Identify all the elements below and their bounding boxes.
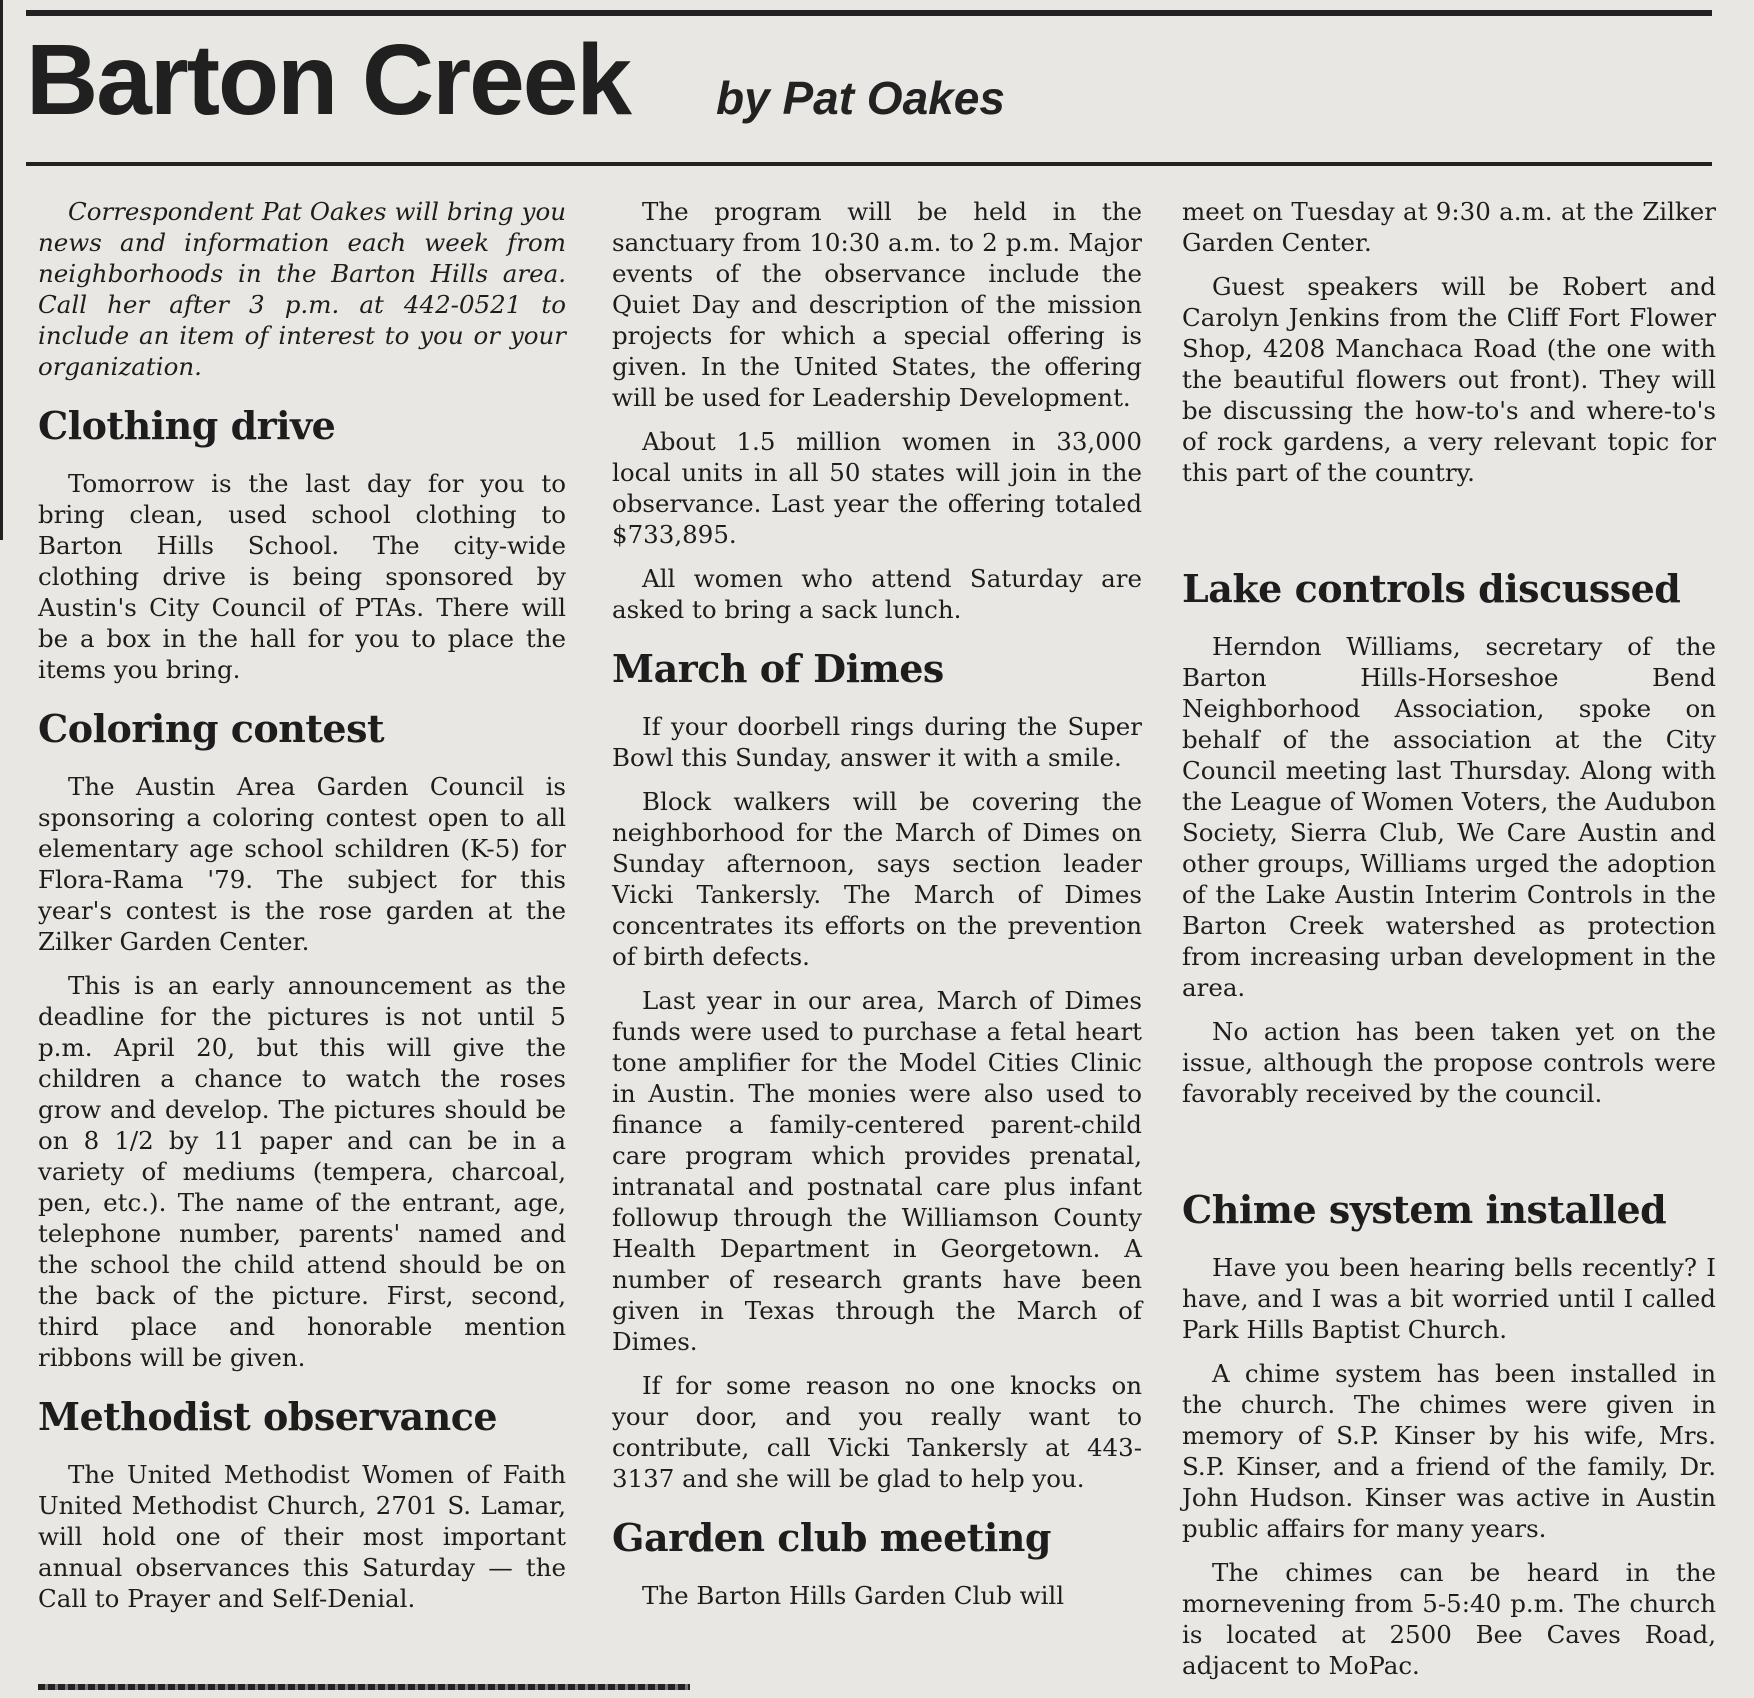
paragraph: The United Methodist Women of Faith United Methodist Church, 2701 S. Lamar, will hold one of their most important annual observances this Saturday — the Call to Prayer and Self-Denial. [38,1460,566,1613]
spacer [1182,501,1716,545]
intro-paragraph: Correspondent Pat Oakes will bring you news and information each week from neighborhoods in the Barton Hills area. Call her after 3 p.m. at 442-0521 to include an item of interest to you or your organization. [38,197,566,381]
paragraph: Have you been hearing bells recently? I have, and I was a bit worried until I called Park Hills Baptist Church. [1182,1253,1716,1344]
paragraph: All women who attend Saturday are asked to bring a sack lunch. [612,564,1142,624]
header-rule [26,162,1712,166]
paragraph: The Barton Hills Garden Club will [642,1581,1065,1610]
paragraph: Guest speakers will be Robert and Carolyn Jenkins from the Cliff Fort Flower Shop, 4208 Manchaca Road (the one with the beautiful flowers out front). They will be discussing the how-to's and where-to's of rock gardens, a very relevant topic for this part of the country. [1182,272,1716,487]
column-1 [38,196,566,1627]
masthead [26,24,1005,160]
bottom-rule [38,1684,690,1690]
spacer [1182,1122,1716,1166]
heading-methodist-observance: Methodist observance [38,1394,498,1439]
paragraph: Last year in our area, March of Dimes funds were used to purchase a fetal heart tone amplifier for the Model Cities Clinic in Austin. The monies were also used to finance a family-centered parent-child care program which provides prenatal, intranatal and postnatal care plus infant followup through the Williamson County Health Department in Georgetown. A number of research grants have been given in Texas through the March of Dimes. [612,986,1142,1356]
paragraph: About 1.5 million women in 33,000 local units in all 50 states will join in the observance. Last year the offering totaled $733,895. [612,427,1142,549]
paragraph: The chimes can be heard in the mornevening from 5-5:40 p.m. The church is located at 2500 Bee Caves Road, adjacent to MoPac. [1182,1558,1716,1680]
paragraph: A chime system has been installed in the church. The chimes were given in memory of S.P. Kinser by his wife, Mrs. S.P. Kinser, and a friend of the family, Dr. John Hudson. Kinser was active in Austin public affairs for many years. [1182,1359,1716,1543]
byline: by Pat Oakes [715,72,1005,124]
paragraph: The Austin Area Garden Council is sponsoring a coloring contest open to all elementary age school schildren (K-5) for Flora-Rama '79. The subject for this year's contest is the rose garden at the Zilker Garden Center. [38,772,566,956]
heading-garden-club-meeting: Garden club meeting [612,1515,1051,1560]
paragraph: Herndon Williams, secretary of the Barton Hills-Horseshoe Bend Neighborhood Association, spoke on behalf of the association at the City Council meeting last Thursday. Along with the League of Women Voters, the Audubon Society, Sierra Club, We Care Austin and other groups, Williams urged the adoption of the Lake Austin Interim Controls in the Barton Creek watershed as protection from increasing urban development in the area. [1182,632,1716,1002]
paragraph: If your doorbell rings during the Super Bowl this Sunday, answer it with a smile. [612,712,1142,772]
heading-march-of-dimes: March of Dimes [612,646,944,691]
paragraph: This is an early announcement as the deadline for the pictures is not until 5 p.m. April 20, but this will give the children a chance to watch the roses grow and develop. The pictures should be on 8 1/2 by 11 paper and can be in a variety of mediums (tempera, charcoal, pen, etc.). The name of the entrant, age, telephone number, parents' named and the school the child attend should be on the back of the picture. First, second, third place and honorable mention ribbons will be given. [38,971,566,1372]
top-rule [26,10,1712,16]
column-2 [612,196,1142,1624]
heading-chime-system-installed: Chime system installed [1182,1187,1667,1232]
heading-lake-controls-discussed: Lake controls discussed [1182,566,1681,611]
heading-coloring-contest: Coloring contest [38,706,385,751]
paragraph: Tomorrow is the last day for you to bring clean, used school clothing to Barton Hills School. The city-wide clothing drive is being sponsored by Austin's City Council of PTAs. There will be a box in the hall for you to place the items you bring. [38,469,566,684]
paragraph: Block walkers will be covering the neighborhood for the March of Dimes on Sunday afternoon, says section leader Vicki Tankersly. The March of Dimes concentrates its efforts on the prevention of birth defects. [612,787,1142,971]
paragraph: If for some reason no one knocks on your door, and you really want to contribute, call Vicki Tankersly at 443-3137 and she will be glad to help you. [612,1371,1142,1493]
paragraph: No action has been taken yet on the issue, although the propose controls were favorably received by the council. [1182,1017,1716,1108]
paragraph: The program will be held in the sanctuary from 10:30 a.m. to 2 p.m. Major events of the observance include the Quiet Day and description of the mission projects for which a special offering is given. In the United States, the offering will be used for Leadership Development. [612,197,1142,412]
left-border [0,0,3,540]
paragraph-continued: meet on Tuesday at 9:30 a.m. at the Zilker Garden Center. [1182,197,1716,257]
heading-clothing-drive: Clothing drive [38,403,336,448]
column-3 [1182,196,1716,1694]
column-title: Barton Creek [26,24,630,136]
